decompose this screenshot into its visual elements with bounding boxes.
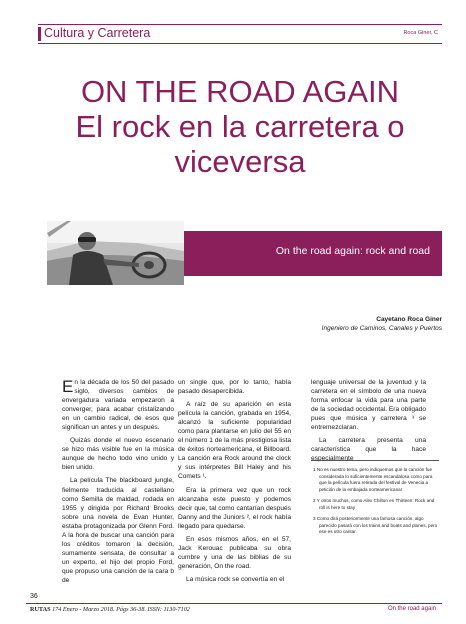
paragraph: lenguaje universal de la juventud y la carretera en el símbolo de una nueva forma enfocar la vida para una parte de la sociedad occidental. Era obligado pues que música y carretera ³ se entremezclaran. xyxy=(311,379,426,432)
paragraph-text: n la década de los 50 del pasado siglo, diversos cambios de envergadura variada empezaron a converger, para acabar cristalizando en un cambio radical, de esos que significan un antes y un después. xyxy=(62,379,174,432)
paragraph: La carretera presenta una característica que la hace especialmente xyxy=(311,437,426,463)
article-title xyxy=(38,74,442,179)
article-photo xyxy=(47,221,184,285)
page-number: 36 xyxy=(30,593,38,600)
running-title: On the road again xyxy=(387,606,436,612)
photo-man-in-car-icon xyxy=(47,221,184,285)
paragraph: La música rock se convertía en el xyxy=(186,575,285,583)
paragraph xyxy=(62,378,174,432)
title-line-2: El rock en la carretera o xyxy=(75,109,405,144)
article-subtitle: On the road again: rock and road xyxy=(275,245,430,257)
author-affiliation: Ingeniero de Caminos, Canales y Puertos xyxy=(321,325,442,332)
body-column-1 xyxy=(62,378,174,589)
footer-citation xyxy=(30,606,190,613)
title-line-3: viceversa xyxy=(174,144,306,179)
footnote: 1 No es nuestro tema, pero indiquemos que la canción fue considerada lo suficientemente escandalosa como para que la película fuera retirada del festival de Venecia a petición de la embajada norteamericana! xyxy=(313,467,433,492)
subtitle-banner xyxy=(184,231,442,276)
author-name: Cayetano Roca Giner xyxy=(376,316,442,323)
header-author: Roca Giner, C xyxy=(403,30,438,36)
footnotes xyxy=(311,460,439,541)
citation-text: 174 Enero - Marzo 2018. Págs 36-38. ISSN: 1130-7102 xyxy=(52,606,190,613)
paragraph: Quizás donde el nuevo escenario se hizo más visible fue en la música aunque de hecho todo vino unido y bien unido. xyxy=(62,437,174,472)
journal-name: RUTAS xyxy=(30,606,51,613)
paragraph: un single que, por lo tanto, había pasado desapercibida. xyxy=(178,379,291,396)
section-title: Cultura y Carretera xyxy=(44,26,151,40)
title-line-1: ON THE ROAD AGAIN xyxy=(80,74,400,109)
paragraph: En esos mismos años, en el 57, Jack Kerouac publicaba su obra cumbre y una de las biblias de su generación, On the road. xyxy=(178,535,291,570)
paragraph: Era la primera vez que un rock alcanzaba este puesto y podemos decir que, tal como cantarían después Danny and the Juniors ², el rock había llegado para quedarse. xyxy=(178,486,291,530)
body-column-3 xyxy=(311,378,426,467)
body-column-2 xyxy=(178,378,291,588)
header-marker xyxy=(38,27,41,41)
footnote: 3 Como dirá posteriormente una famosa canción, algo parecido pasará con los trains and boats and planes, pero ese es otro cantar. xyxy=(313,516,438,534)
drop-cap: E xyxy=(62,377,74,396)
paragraph: A raíz de su aparición en esta película la canción, grabada en 1954, alcanzó la suficiente popularidad como para plantarse en julio del 55 en el número 1 de la más prestigiosa lista de éxitos norteamericana, el Billboard. La canción era Rock around the clock y sus intérpretes Bill Haley and his Comets ¹. xyxy=(178,401,291,481)
paragraph: La película The blackboard jungle, fielmente traducida al castellano como Semilla de maldad, rodada en 1955 y dirigida por Richard Brooks sobre una novela de Evan Hunter, estaba protagonizada por Glenn Ford. A la hora de buscar una canción para los créditos tomaron la decisión, sumamente sensata, de consultar a un experto, el hijo del propio Ford, que propuso una canción de la cara b de xyxy=(62,477,174,584)
footer-divider xyxy=(26,603,442,604)
footnote: 2 Y otros muchos, como Alex Chilton en Thirteen: Rock and roll is here to stay xyxy=(313,498,435,510)
section-header xyxy=(38,24,442,44)
